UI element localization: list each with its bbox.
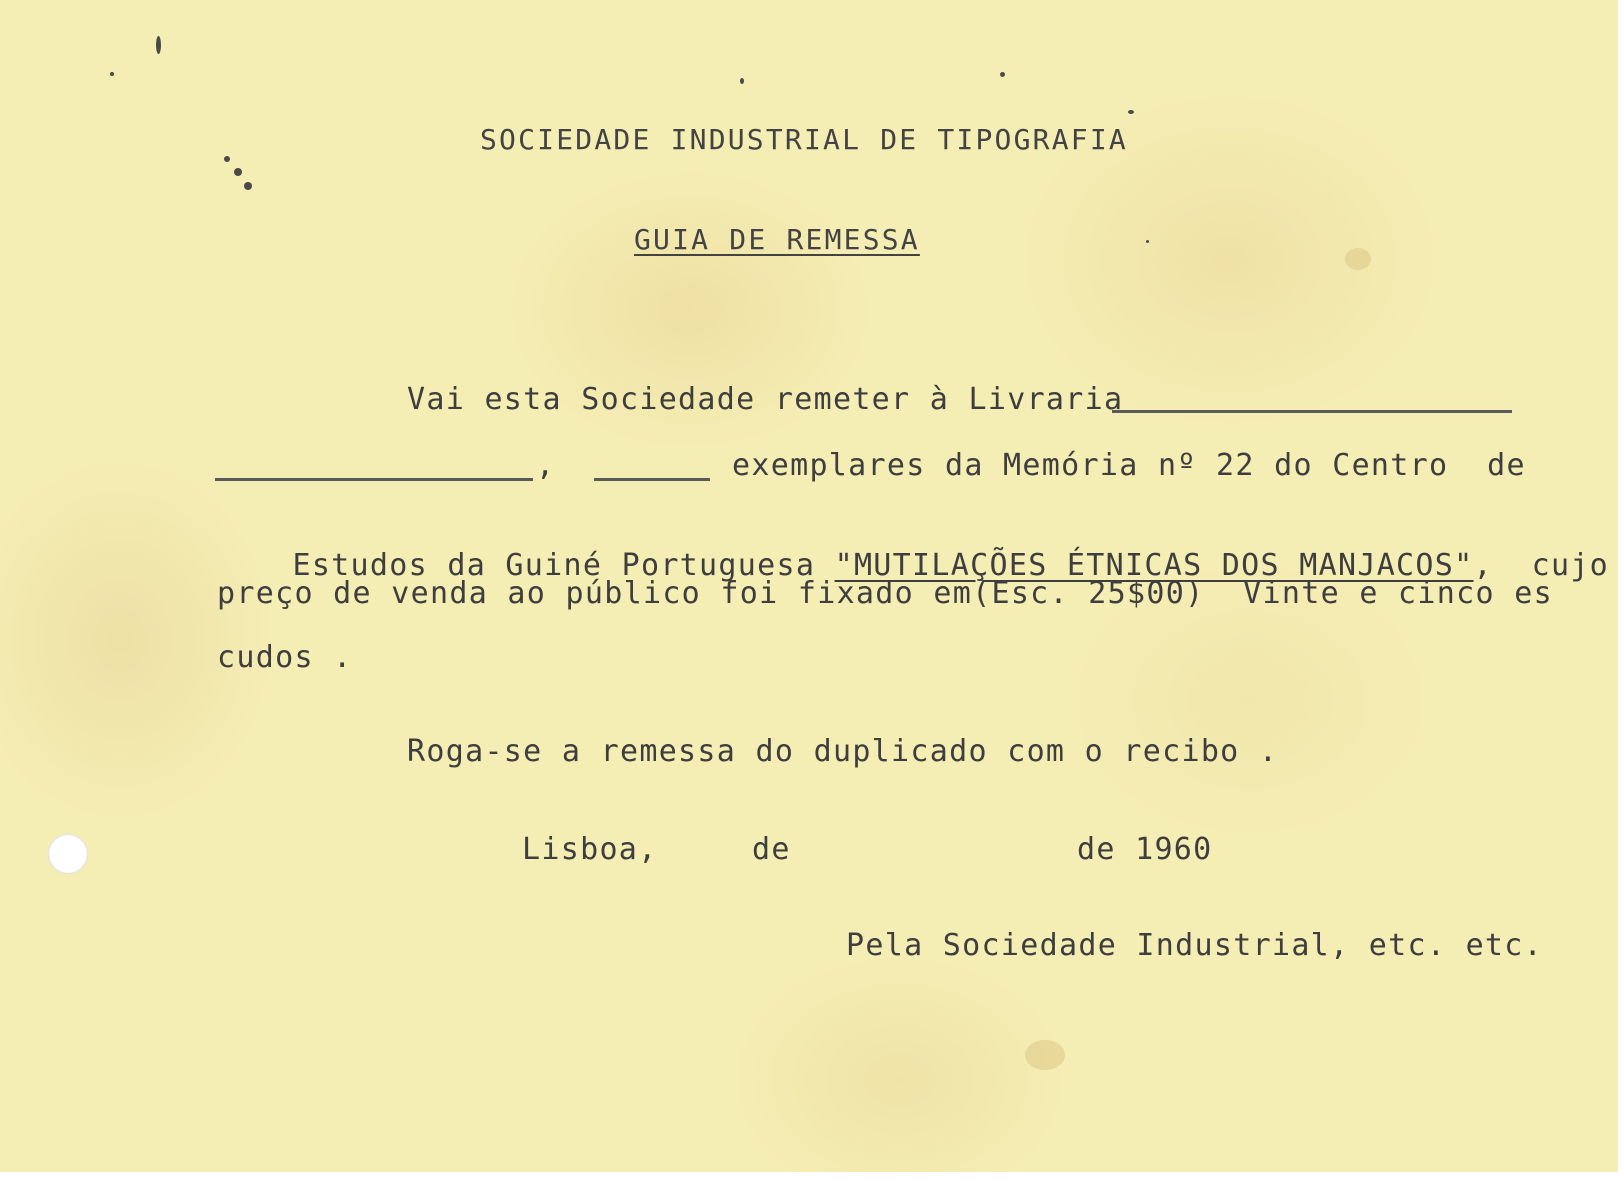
ink-speck (1146, 240, 1149, 243)
company-name: SOCIEDADE INDUSTRIAL DE TIPOGRAFIA (480, 123, 1128, 156)
stain-mark (1345, 248, 1371, 270)
signature-line: Pela Sociedade Industrial, etc. etc. (846, 928, 1544, 963)
request-line: Roga-se a remessa do duplicado com o recibo . (407, 734, 1279, 769)
date-de: de (752, 832, 791, 867)
date-year: de 1960 (1077, 832, 1213, 867)
paragraph-line-3-prefix: Estudos da Guiné Portuguesa (292, 548, 835, 583)
paragraph-line-1: Vai esta Sociedade remeter à Livraria (407, 382, 1124, 417)
ink-speck (156, 36, 161, 54)
paragraph-line-4: preço de venda ao público foi fixado em(Esc. 25$00) Vinte e cinco es (217, 576, 1553, 611)
ink-speck (1128, 110, 1134, 114)
ink-speck (224, 156, 230, 162)
bookstore-name-blank-continued (215, 478, 533, 481)
paragraph-comma: , (536, 448, 556, 483)
paragraph-line-2: exemplares da Memória nº 22 do Centro de (732, 448, 1526, 483)
document-title: GUIA DE REMESSA (634, 223, 920, 256)
paragraph-line-3-suffix: , cujo (1473, 548, 1610, 583)
ink-speck (234, 168, 242, 176)
ink-speck (244, 182, 252, 190)
book-title: "MUTILAÇÕES ÉTNICAS DOS MANJACOS" (834, 548, 1474, 583)
ink-speck (1000, 72, 1005, 77)
date-city: Lisboa, (522, 832, 658, 867)
punch-hole (48, 834, 88, 874)
stain-mark (1025, 1040, 1065, 1070)
ink-speck (110, 72, 114, 76)
bookstore-name-blank (1112, 410, 1512, 413)
quantity-blank (594, 478, 710, 481)
paragraph-line-5: cudos . (217, 640, 353, 675)
ink-speck (740, 78, 744, 84)
